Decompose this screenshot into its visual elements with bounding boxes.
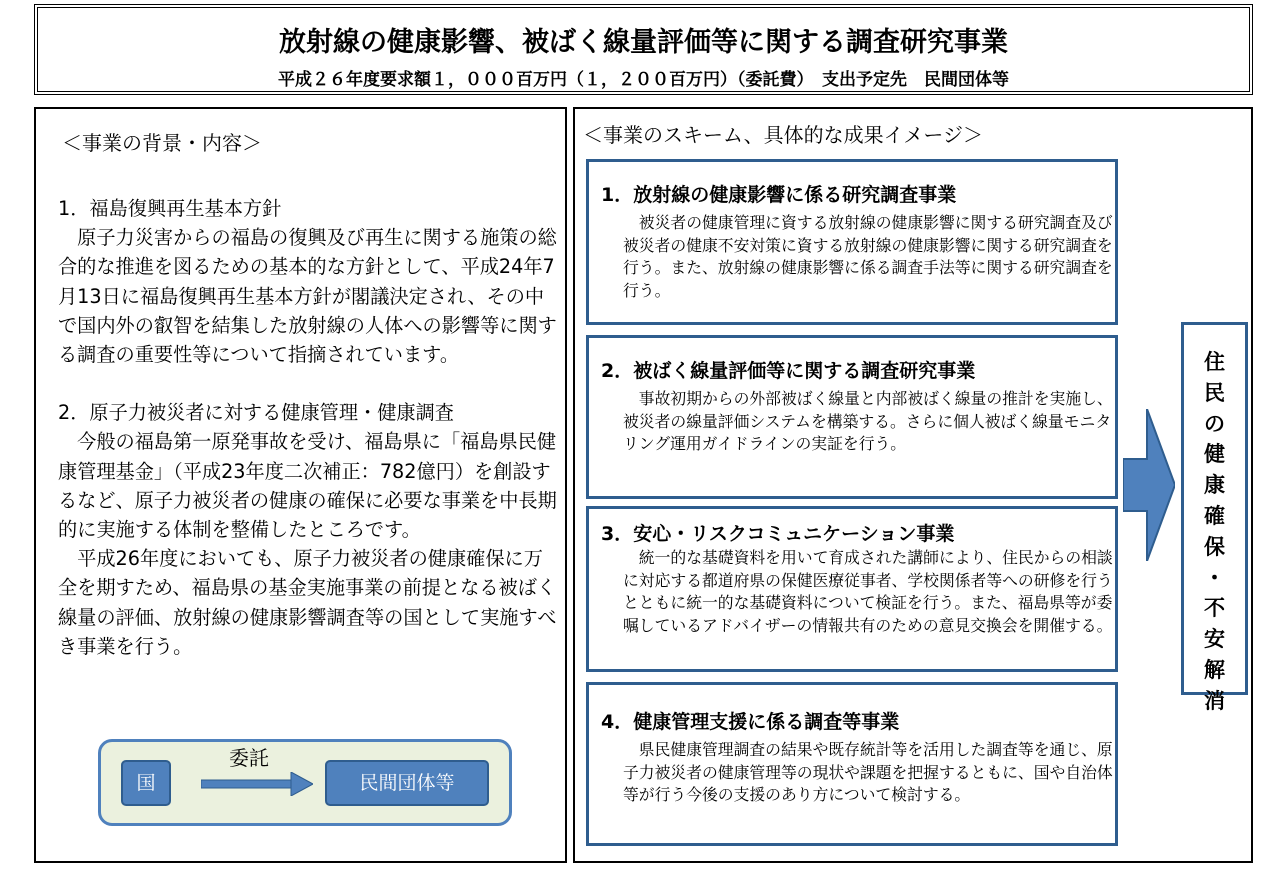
result-char: 保 <box>1204 534 1225 559</box>
scheme-item-4 <box>586 682 1118 846</box>
scheme-heading: ＜事業のスキーム、具体的な成果イメージ＞ <box>583 123 983 147</box>
document-header <box>34 4 1253 95</box>
budget-subtitle: 平成２６年度要求額１，０００百万円（１，２００百万円）（委託費） 支出予定先 民間団体等 <box>278 70 1009 90</box>
scheme-item-text: 県民健康管理調査の結果や既存統計等を活用した調査等を通じ、原子力被災者の健康管理等の現状や課題を把握するともに、国や自治体等が行う今後の支援のあり方について検討する。 <box>623 740 1113 804</box>
result-arrow-icon <box>1123 409 1175 561</box>
scheme-item-body <box>623 739 1115 807</box>
section-2-heading: 2．原子力被災者に対する健康管理・健康調査 <box>58 401 454 425</box>
scheme-item-3 <box>586 506 1118 672</box>
background-panel <box>34 107 567 863</box>
result-char: 健 <box>1204 442 1225 467</box>
result-box <box>1181 322 1248 713</box>
section-2-body-2: 平成26年度においても、原子力被災者の健康確保に万全を期すため、福島県の基金実施事業の前提となる被ばく線量の評価、放射線の健康影響調査等の国として実施すべき事業を行う。 <box>58 547 557 658</box>
scheme-item-text: 統一的な基礎資料を用いて育成された講師により、住民からの相談に対応する都道府県の保健医療従事者、学校関係者等への研修を行うとともに統一的な基礎資料について検証を行う。また、福島県等が委嘱しているアドバイザーの情報共有のための意見交換会を開催する。 <box>623 548 1113 635</box>
scheme-item-title: 3．安心・リスクコミュニケーション事業 <box>601 523 955 545</box>
background-heading: ＜事業の背景・内容＞ <box>62 131 262 155</box>
scheme-item-title: 4．健康管理支援に係る調査等事業 <box>601 711 900 733</box>
flow-from-box: 国 <box>121 760 171 806</box>
scheme-item-title: 1．放射線の健康影響に係る研究調査事業 <box>601 184 957 206</box>
document-title: 放射線の健康影響、被ばく線量評価等に関する調査研究事業 <box>279 27 1008 58</box>
result-char: 解 <box>1204 657 1225 682</box>
result-char: 住 <box>1204 350 1225 374</box>
scheme-item-2 <box>586 335 1118 499</box>
scheme-item-text: 事故初期からの外部被ばく線量と内部被ばく線量の推計を実施し、被災者の線量評価システムを構築する。さらに個人被ばく線量モニタリング運用ガイドラインの実証を行う。 <box>623 389 1113 453</box>
section-1-heading: 1．福島復興再生基本方針 <box>58 197 282 220</box>
section-1-body: 原子力災害からの福島の復興及び再生に関する施策の総合的な推進を図るための基本的な方針として、平成24年7月13日に福島復興再生基本方針が閣議決定され、その中で国内外の叡智を結集した放射線の人体への影響等に関する調査の重要性等について指摘されています。 <box>58 226 557 367</box>
flow-arrow-icon <box>201 772 313 796</box>
result-char: ・ <box>1204 565 1225 590</box>
result-char: 確 <box>1204 503 1225 528</box>
background-text <box>58 194 558 661</box>
scheme-panel <box>573 107 1253 863</box>
scheme-item-text: 被災者の健康管理に資する放射線の健康影響に関する研究調査及び被災者の健康不安対策に資する放射線の健康影響に関する研究調査を行う。また、放射線の健康影響に係る調査手法等に関する研究調査を行う。 <box>623 213 1113 300</box>
flow-label: 委託 <box>229 746 269 770</box>
scheme-item-body <box>623 212 1115 302</box>
flow-to-box: 民間団体等 <box>325 760 489 806</box>
result-char: 康 <box>1204 473 1225 498</box>
scheme-item-body <box>623 388 1115 456</box>
scheme-item-title: 2．被ばく線量評価等に関する調査研究事業 <box>601 360 976 382</box>
result-text <box>1184 347 1245 717</box>
section-2-body: 今般の福島第一原発事故を受け、福島県に「福島県民健康管理基金」（平成23年度二次補正：782億円）を創設するなど、原子力被災者の健康の確保に必要な事業を中長期的に実施する体制を整備したところです。 <box>58 430 557 542</box>
commission-flow <box>98 739 512 826</box>
result-char: 不 <box>1204 596 1225 621</box>
scheme-item-1 <box>586 159 1118 325</box>
result-char: 民 <box>1204 380 1225 405</box>
result-char: の <box>1204 411 1225 436</box>
scheme-item-body <box>623 547 1115 637</box>
result-char: 安 <box>1204 627 1225 652</box>
result-char: 消 <box>1204 688 1225 713</box>
